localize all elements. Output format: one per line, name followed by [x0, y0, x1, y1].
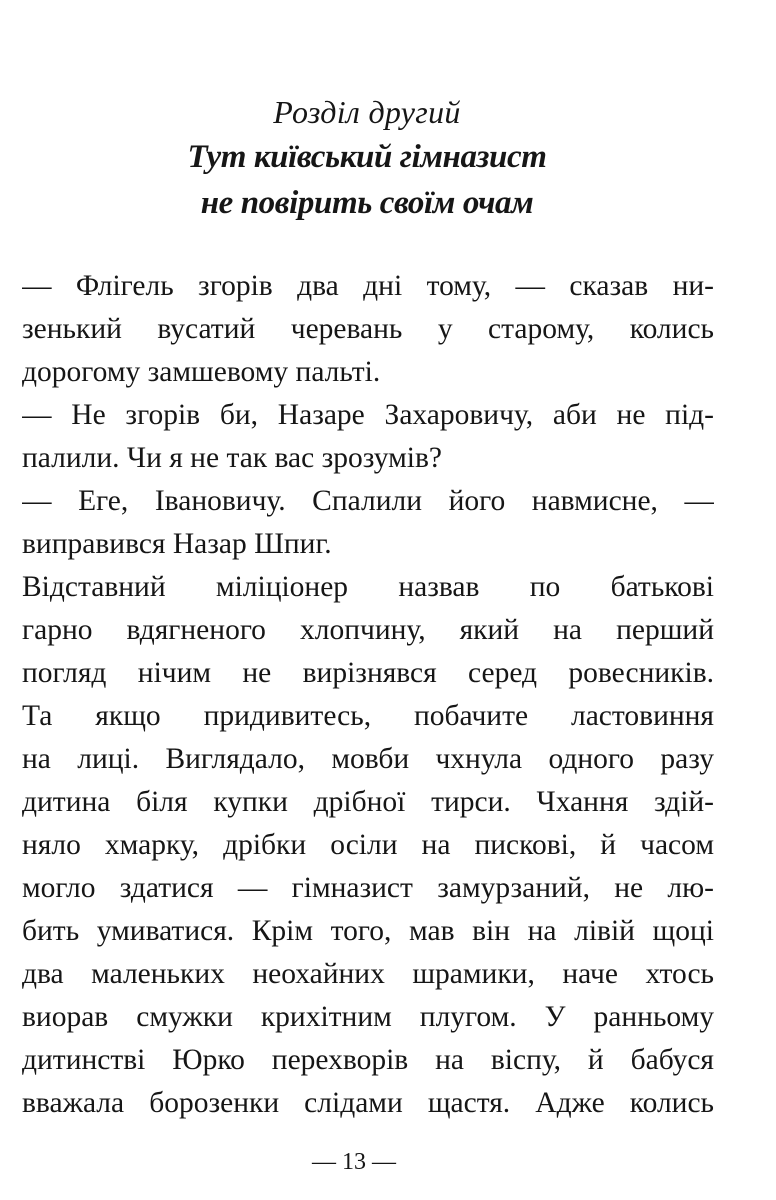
- text-line: могло здатися — гімназист замурзаний, не лю-: [22, 872, 714, 904]
- text-line: виправився Назар Шпиг.: [22, 528, 332, 560]
- text-line: Відставний міліціонер назвав по батькові: [22, 571, 714, 603]
- chapter-title-line-1: Тут київський гімназист: [187, 139, 547, 175]
- chapter-title-line-2: не повірить своїм очам: [200, 185, 534, 221]
- text-line: виорав смужки крихітним плугом. У ранньому: [22, 1001, 714, 1033]
- text-line: дитина біля купки дрібної тирси. Чхання здій-: [22, 786, 714, 818]
- text-line: — Еге, Івановичу. Спалили його навмисне, —: [22, 485, 714, 517]
- text-line: на лиці. Виглядало, мовби чхнула одного разу: [22, 743, 714, 775]
- text-line: — Не згорів би, Назаре Захаровичу, аби не під-: [22, 399, 714, 431]
- text-line: бить умиватися. Крім того, мав він на лівій щоці: [22, 915, 714, 947]
- text-line: няло хмарку, дрібки осіли на пискові, й часом: [22, 829, 714, 861]
- text-line: зенький вусатий черевань у старому, колись: [22, 313, 714, 345]
- text-line: — Флігель згорів два дні тому, — сказав ни-: [22, 270, 714, 302]
- text-line: вважала борозенки слідами щастя. Адже колись: [22, 1087, 714, 1119]
- text-line: Та якщо придивитесь, побачите ластовиння: [22, 700, 714, 732]
- text-line: погляд нічим не вирізнявся серед ровесників.: [22, 657, 714, 689]
- page-number: — 13 —: [312, 1149, 396, 1175]
- text-line: гарно вдягненого хлопчину, який на перший: [22, 614, 714, 646]
- text-line: два маленьких неохайних шрамики, наче хтось: [22, 958, 714, 990]
- text-line: палили. Чи я не так вас зрозумів?: [22, 442, 443, 474]
- text-line: дитинстві Юрко перехворів на віспу, й бабуся: [22, 1044, 714, 1076]
- chapter-label: Розділ другий: [273, 94, 461, 130]
- text-line: дорогому замшевому пальті.: [22, 356, 381, 388]
